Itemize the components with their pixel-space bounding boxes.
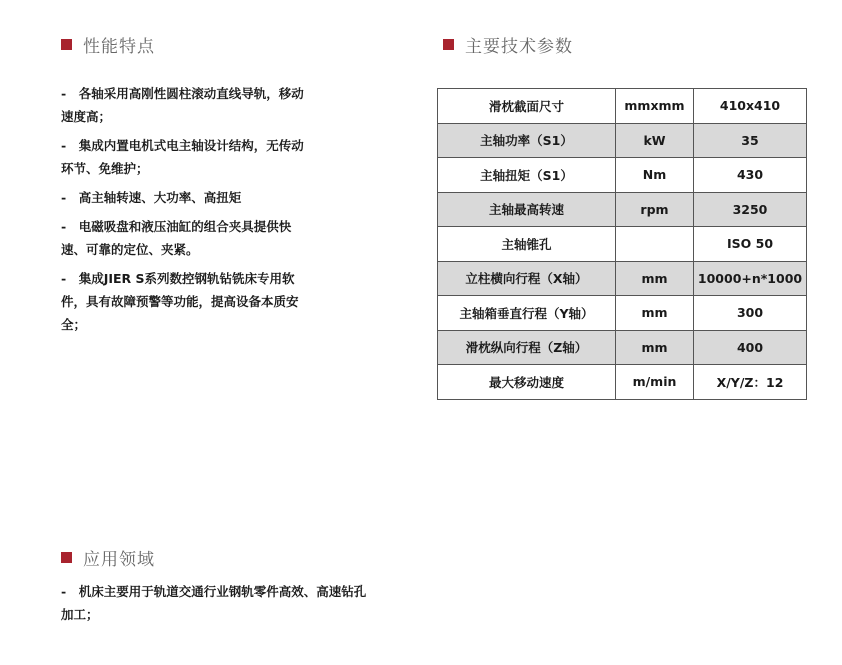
application-section-title bbox=[61, 545, 155, 570]
param-value: ISO 50 bbox=[694, 227, 807, 262]
param-value: 300 bbox=[694, 296, 807, 331]
param-name: 滑枕截面尺寸 bbox=[438, 89, 616, 124]
features-section-title bbox=[61, 32, 155, 57]
feature-item: - 集成JIER S系列数控钢轨钻铣床专用软件，具有故障预警等功能，提高设备本质安全； bbox=[61, 271, 299, 332]
spec-table bbox=[437, 88, 807, 400]
param-value: X/Y/Z：12 bbox=[694, 365, 807, 400]
features-list bbox=[61, 82, 311, 342]
feature-item: - 电磁吸盘和液压油缸的组合夹具提供快速、可靠的定位、夹紧。 bbox=[61, 219, 292, 257]
table-row bbox=[438, 192, 807, 227]
table-row bbox=[438, 89, 807, 124]
application-list bbox=[61, 580, 371, 626]
table-row bbox=[438, 330, 807, 365]
param-unit: rpm bbox=[616, 192, 694, 227]
param-unit: Nm bbox=[616, 158, 694, 193]
param-value: 35 bbox=[694, 123, 807, 158]
param-value: 10000+n*1000 bbox=[694, 261, 807, 296]
params-section-title bbox=[443, 32, 573, 57]
feature-item: - 集成内置电机式电主轴设计结构，无传动环节、免维护； bbox=[61, 138, 304, 176]
feature-item: - 各轴采用高刚性圆柱滚动直线导轨，移动速度高； bbox=[61, 86, 304, 124]
square-bullet-icon bbox=[61, 552, 72, 563]
param-unit: mmxmm bbox=[616, 89, 694, 124]
param-unit: kW bbox=[616, 123, 694, 158]
table-row bbox=[438, 123, 807, 158]
square-bullet-icon bbox=[443, 39, 454, 50]
param-unit: mm bbox=[616, 330, 694, 365]
param-unit bbox=[616, 227, 694, 262]
param-name: 主轴箱垂直行程（Y轴） bbox=[438, 296, 616, 331]
application-item: - 机床主要用于轨道交通行业钢轨零件高效、高速钻孔加工； bbox=[61, 584, 367, 622]
param-name: 主轴扭矩（S1） bbox=[438, 158, 616, 193]
param-unit: mm bbox=[616, 261, 694, 296]
application-title-text: 应用领域 bbox=[83, 550, 155, 570]
param-name: 主轴功率（S1） bbox=[438, 123, 616, 158]
table-row bbox=[438, 296, 807, 331]
param-value: 400 bbox=[694, 330, 807, 365]
param-name: 立柱横向行程（X轴） bbox=[438, 261, 616, 296]
square-bullet-icon bbox=[61, 39, 72, 50]
feature-item: - 高主轴转速、大功率、高扭矩 bbox=[61, 190, 242, 205]
param-unit: m/min bbox=[616, 365, 694, 400]
table-row bbox=[438, 158, 807, 193]
table-row bbox=[438, 227, 807, 262]
param-value: 410x410 bbox=[694, 89, 807, 124]
params-title-text: 主要技术参数 bbox=[465, 37, 573, 57]
param-name: 主轴最高转速 bbox=[438, 192, 616, 227]
param-name: 最大移动速度 bbox=[438, 365, 616, 400]
param-value: 3250 bbox=[694, 192, 807, 227]
param-unit: mm bbox=[616, 296, 694, 331]
table-row bbox=[438, 261, 807, 296]
features-title-text: 性能特点 bbox=[83, 37, 155, 57]
param-name: 滑枕纵向行程（Z轴） bbox=[438, 330, 616, 365]
param-value: 430 bbox=[694, 158, 807, 193]
param-name: 主轴锥孔 bbox=[438, 227, 616, 262]
table-row bbox=[438, 365, 807, 400]
